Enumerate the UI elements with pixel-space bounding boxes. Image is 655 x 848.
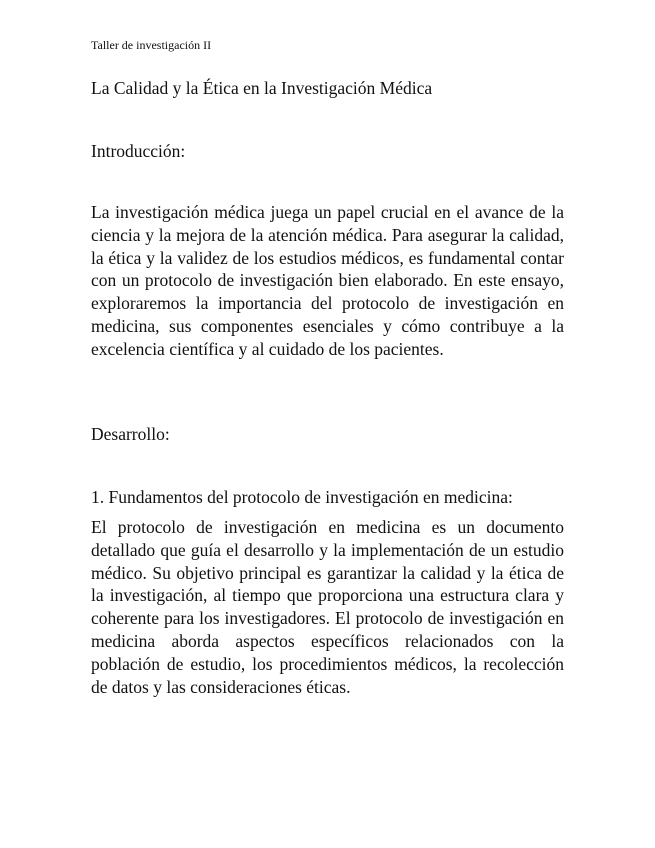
subsection-1-heading: 1. Fundamentos del protocolo de investigación en medicina: — [91, 487, 513, 507]
document-title: La Calidad y la Ética en la Investigación Médica — [91, 78, 433, 98]
subsection-1-paragraph: El protocolo de investigación en medicina es un documento detallado que guía el desarrollo y la implementación de un estudio médico. Su objetivo principal es garantizar la calidad y la ética de la investigación, al tiempo que proporciona una estructura clara y coherente para los investigadores. El protocolo de investigación en medicina aborda aspectos específicos relacionados con la población de estudio, los procedimientos médicos, la recolección de datos y las consideraciones éticas. — [91, 517, 564, 697]
introduction-heading: Introducción: — [91, 141, 186, 161]
introduction-paragraph: La investigación médica juega un papel crucial en el avance de la ciencia y la mejora de la atención médica. Para asegurar la calidad, la ética y la validez de los estudios médicos, es fundamental contar con un protocolo de investigación bien elaborado. En este ensayo, exploraremos la importancia del protocolo de investigación en medicina, sus componentes esenciales y cómo contribuye a la excelencia científica y al cuidado de los pacientes. — [91, 202, 564, 359]
development-heading: Desarrollo: — [91, 424, 170, 444]
running-header: Taller de investigación II — [91, 38, 212, 52]
